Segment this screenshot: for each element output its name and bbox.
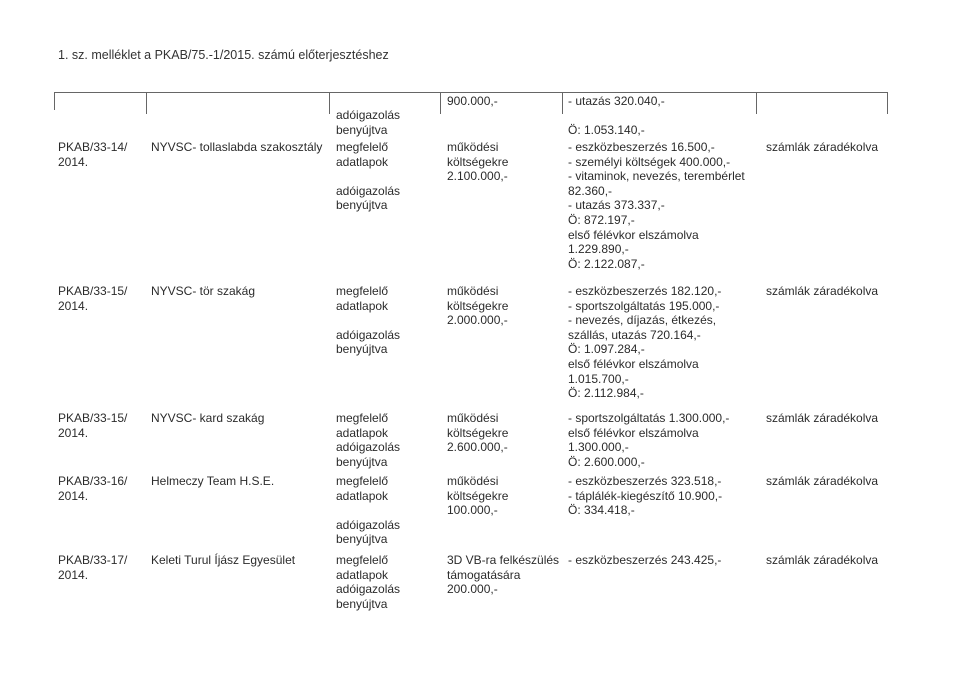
continued-details-cell: - utazás 320.040,- Ö: 1.053.140,- xyxy=(568,94,665,138)
row-1-condition-cell: számlák záradékolva xyxy=(766,140,879,154)
row-1-id-cell: PKAB/33-14/ 2014. xyxy=(58,140,128,169)
row-2-id-cell: PKAB/33-15/ 2014. xyxy=(58,284,128,313)
row-2-condition-cell: számlák záradékolva xyxy=(766,284,879,298)
row-1-docs-cell: megfelelő adatlapok adóigazolás benyújtva xyxy=(336,140,401,213)
table-column-divider xyxy=(440,92,441,114)
table-column-divider xyxy=(329,92,330,114)
row-5-amount-cell: 3D VB-ra felkészülés támogatására 200.000,- xyxy=(447,553,560,597)
row-1-name-cell: NYVSC- tollaslabda szakosztály xyxy=(151,140,323,154)
row-5-id-cell: PKAB/33-17/ 2014. xyxy=(58,553,128,582)
row-4-docs-cell: megfelelő adatlapok adóigazolás benyújtva xyxy=(336,474,401,547)
row-2-name-cell: NYVSC- tör szakág xyxy=(151,284,256,298)
table-column-divider xyxy=(562,92,563,114)
row-3-docs-cell: megfelelő adatlapok adóigazolás benyújtva xyxy=(336,411,401,469)
row-5-name-cell: Keleti Turul Íjász Egyesület xyxy=(151,553,296,567)
row-5-details-cell: - eszközbeszerzés 243.425,- xyxy=(568,553,722,567)
row-3-details-cell: - sportszolgáltatás 1.300.000,- első félévkor elszámolva 1.300.000,- Ö: 2.600.000,- xyxy=(568,411,730,469)
row-2-docs-cell: megfelelő adatlapok adóigazolás benyújtva xyxy=(336,284,401,357)
row-3-id-cell: PKAB/33-15/ 2014. xyxy=(58,411,128,440)
table-left-border xyxy=(54,92,55,110)
row-1-details-cell: - eszközbeszerzés 16.500,- - személyi költségek 400.000,- - vitaminok, nevezés, terembérlet 82.360,- - utazás 373.337,- Ö: 872.197,- első félévkor elszámolva 1.229.890,- Ö: 2.122.087,- xyxy=(568,140,745,271)
row-5-condition-cell: számlák záradékolva xyxy=(766,553,879,567)
row-4-condition-cell: számlák záradékolva xyxy=(766,474,879,488)
row-4-id-cell: PKAB/33-16/ 2014. xyxy=(58,474,128,503)
document-title: 1. sz. melléklet a PKAB/75.-1/2015. számú előterjesztéshez xyxy=(58,48,389,62)
table-right-border xyxy=(887,92,888,114)
continued-docs-cell: adóigazolás benyújtva xyxy=(336,108,401,137)
row-5-docs-cell: megfelelő adatlapok adóigazolás benyújtva xyxy=(336,553,401,611)
row-4-details-cell: - eszközbeszerzés 323.518,- - táplálék-kiegészítő 10.900,- Ö: 334.418,- xyxy=(568,474,723,518)
row-3-name-cell: NYVSC- kard szakág xyxy=(151,411,265,425)
row-4-name-cell: Helmeczy Team H.S.E. xyxy=(151,474,275,488)
row-1-amount-cell: működési költségekre 2.100.000,- xyxy=(447,140,509,184)
table-top-border xyxy=(54,92,888,93)
row-3-condition-cell: számlák záradékolva xyxy=(766,411,879,425)
table-column-divider xyxy=(146,92,147,114)
row-2-details-cell: - eszközbeszerzés 182.120,- - sportszolgáltatás 195.000,- - nevezés, díjazás, étkezés, szállás, utazás 720.164,- Ö: 1.097.284,- első félévkor elszámolva 1.015.700,- Ö: 2.112.984,- xyxy=(568,284,722,401)
table-column-divider xyxy=(756,92,757,114)
row-3-amount-cell: működési költségekre 2.600.000,- xyxy=(447,411,509,455)
continued-amount-cell: 900.000,- xyxy=(447,94,498,108)
row-2-amount-cell: működési költségekre 2.000.000,- xyxy=(447,284,509,328)
row-4-amount-cell: működési költségekre 100.000,- xyxy=(447,474,509,518)
